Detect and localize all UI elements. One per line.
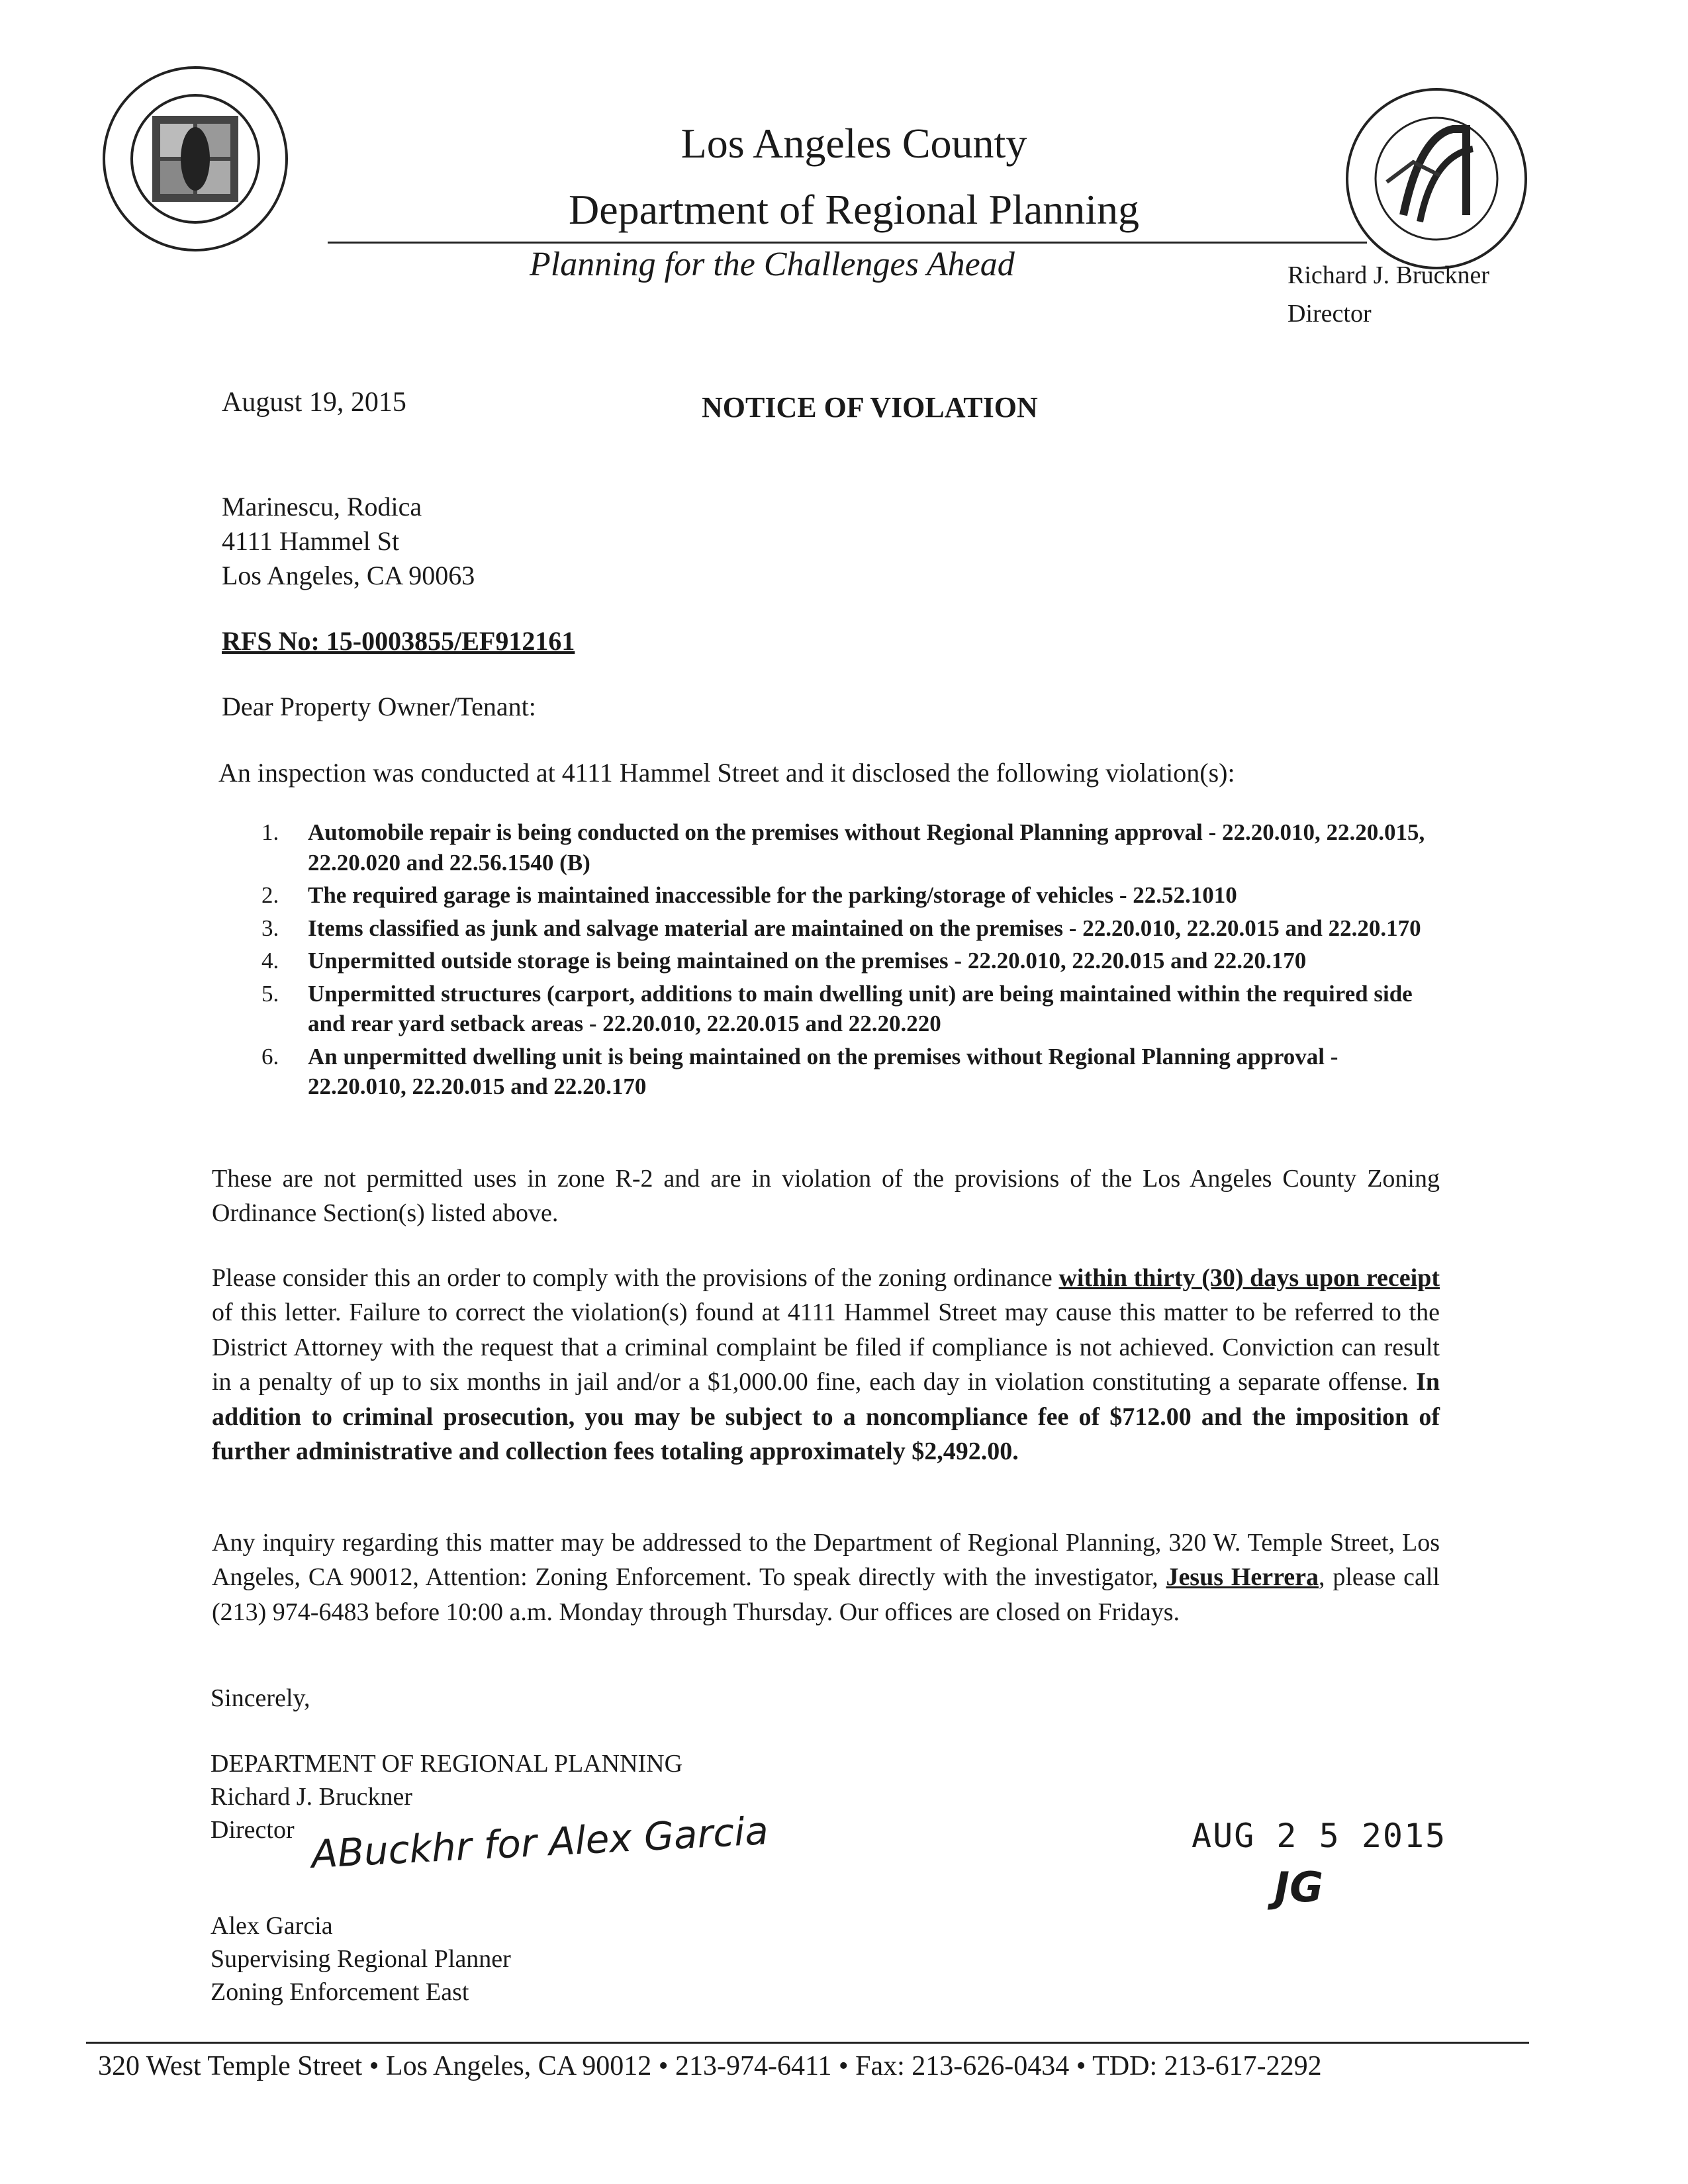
recipient-name: Marinescu, Rodica [222,492,422,522]
violation-number: 2. [261,882,279,908]
inquiry-paragraph [212,1525,1440,1629]
recipient-city: Los Angeles, CA 90063 [222,561,475,590]
county-seal-logo [99,63,291,255]
violation-text: An unpermitted dwelling unit is being maintained on the premises without Regional Planning approval - 22.20.010, 22.20.015 and 22.20.170 [308,1043,1338,1099]
order-text-2: of this letter. Failure to correct the violation(s) found at 4111 Hammel Street may cause this matter to be referred to the District Attorney with the request that a criminal complaint be filed if compliance is not achieved. Conviction can result in a penalty of up to six months in jail and/or a $1,000.00 fine, each day in violation constituting a separate offense. [212,1298,1440,1396]
signer-title-1: Supervising Regional Planner [211,1945,511,1974]
recipient-address [222,490,475,593]
signer-title-2: Zoning Enforcement East [211,1978,469,2007]
signer-name: Alex Garcia [211,1912,333,1940]
received-date-stamp: AUG 2 5 2015 [1192,1817,1447,1855]
closing: Sincerely, [211,1684,310,1712]
inspection-intro: An inspection was conducted at 4111 Hammel Street and it disclosed the following violation(s): [218,758,1235,788]
footer-address: 320 West Temple Street • Los Angeles, CA 90012 • 213-974-6411 • Fax: 213-626-0434 • TDD: 213-617-2292 [98,2051,1322,2081]
director-title-header: Director [1288,300,1372,328]
violation-text: The required garage is maintained inaccessible for the parking/storage of vehicles - 22.52.1010 [308,882,1237,908]
letter-date: August 19, 2015 [222,387,406,418]
violation-item [261,946,1440,976]
investigator-name: Jesus Herrera [1166,1563,1319,1592]
department-seal-logo [1340,83,1532,275]
violation-item [261,913,1440,944]
penalty-fees: In addition to criminal prosecution, you may be subject to a noncompliance fee of $712.00 and the imposition of further administrative and collection fees totaling approximately $2,492.00. [212,1368,1440,1466]
violation-number: 5. [261,980,279,1007]
recipient-street: 4111 Hammel St [222,526,400,556]
signer-block [211,1909,511,2009]
stamp-initials: JG [1274,1863,1323,1911]
violation-number: 6. [261,1043,279,1069]
violation-item [261,817,1440,878]
handwritten-signature: ABuckhr for Alex Garcia [310,1807,770,1878]
tagline: Planning for the Challenges Ahead [530,246,1015,283]
violation-number: 3. [261,915,279,941]
signature-name: Richard J. Bruckner [211,1783,412,1811]
director-name-header: Richard J. Bruckner [1288,261,1489,289]
violation-text: Unpermitted outside storage is being maintained on the premises - 22.20.010, 22.20.015 and 22.20.170 [308,948,1307,974]
notice-title: NOTICE OF VIOLATION [702,391,1038,424]
rfs-number: RFS No: 15-0003855/EF912161 [222,626,575,656]
organization-name [463,116,1244,171]
violation-number: 1. [261,819,279,845]
salutation: Dear Property Owner/Tenant: [222,692,536,721]
order-paragraph [212,1261,1440,1469]
department-name [463,182,1244,237]
header-rule [328,242,1367,244]
violation-item [261,979,1440,1039]
footer-rule [86,2042,1529,2044]
violation-item [261,880,1440,911]
violation-text: Unpermitted structures (carport, additions to main dwelling unit) are being maintained within the required side and rear yard setback areas - 22.20.010, 22.20.015 and 22.20.220 [308,980,1413,1036]
org-line-2: Department of Regional Planning [568,186,1140,233]
violation-text: Items classified as junk and salvage material are maintained on the premises - 22.20.010, 22.20.015 and 22.20.170 [308,915,1421,941]
signature-title: Director [211,1816,295,1844]
inquiry-text-2: , please call (213) 974-6483 before 10:00 a.m. Monday through Thursday. Our offices are closed on Fridays. [212,1563,1440,1626]
signature-dept: DEPARTMENT OF REGIONAL PLANNING [211,1750,683,1778]
violation-item [261,1042,1440,1102]
zone-paragraph: These are not permitted uses in zone R-2 and are in violation of the provisions of the Los Angeles County Zoning Ordinance Section(s) listed above. [212,1165,1440,1228]
violations-list [261,817,1440,1105]
violation-number: 4. [261,948,279,974]
violation-text: Automobile repair is being conducted on the premises without Regional Planning approval - 22.20.010, 22.20.015, 22.20.020 and 22.56.1540 (B) [308,819,1425,876]
compliance-deadline: within thirty (30) days upon receipt [1058,1264,1440,1292]
inquiry-text-1: Any inquiry regarding this matter may be addressed to the Department of Regional Planning, 320 W. Temple Street, Los Angeles, CA 90012, Attention: Zoning Enforcement. To speak directly with the investigator, [212,1529,1440,1592]
order-text-1: Please consider this an order to comply with the provisions of the zoning ordinance [212,1264,1059,1292]
org-line-1: Los Angeles County [680,120,1027,167]
